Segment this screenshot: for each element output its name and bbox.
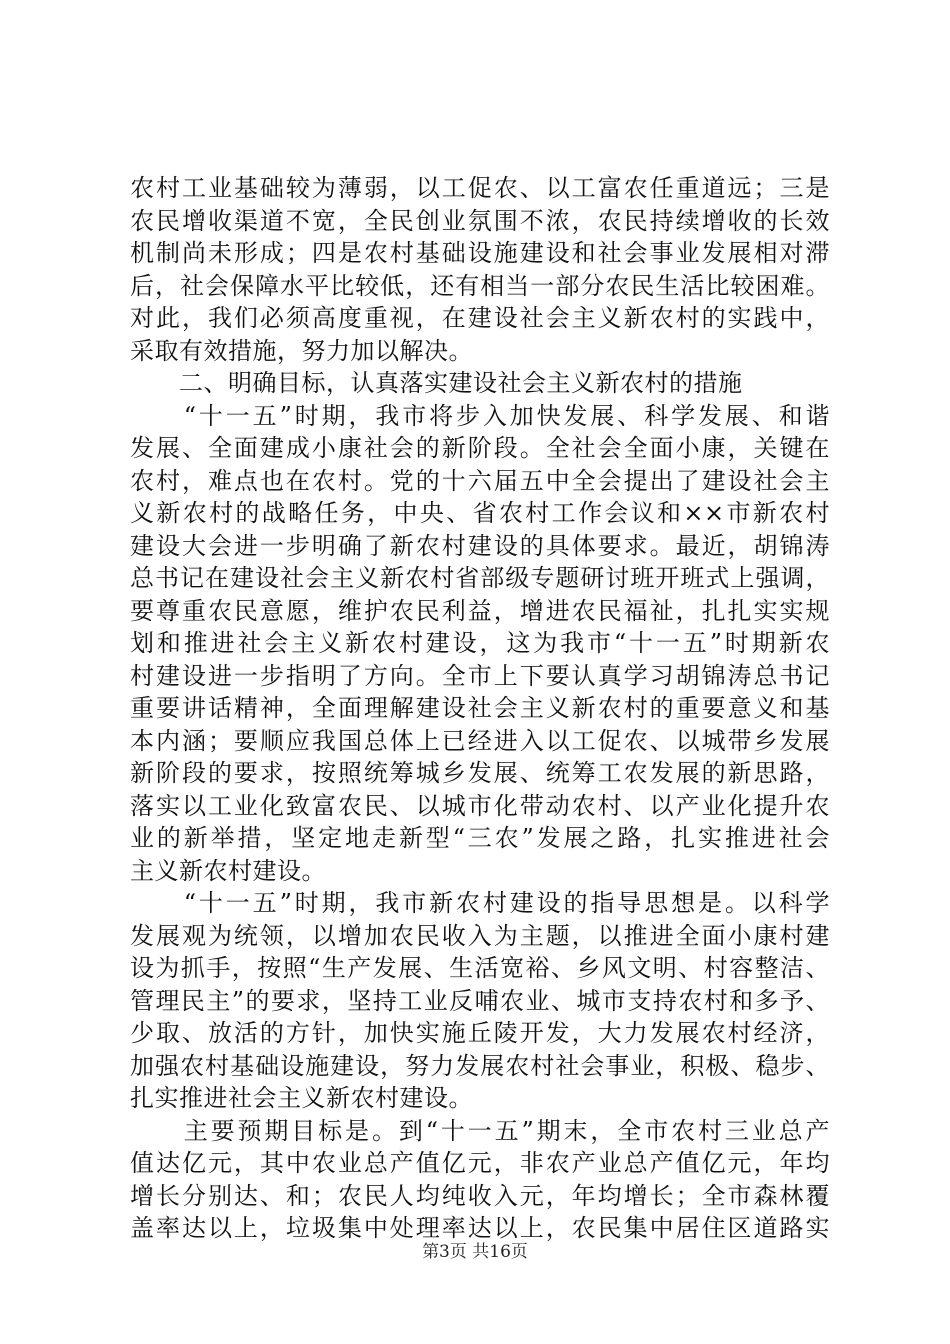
text-line: 村建设进一步指明了方向。全市上下要认真学习胡锦涛总书记 bbox=[130, 661, 830, 690]
text-line: 盖率达以上，垃圾集中处理率达以上，农民集中居住区道路实 bbox=[130, 1214, 830, 1242]
text-line: 少取、放活的方针，加快实施丘陵开发，大力发展农村经济， bbox=[130, 1019, 830, 1047]
text-line: 业的新举措，坚定地走新型“三农”发展之路，扎实推进社会 bbox=[130, 824, 830, 852]
text-line: “十一五”时期，我市新农村建设的指导思想是。以科学 bbox=[130, 889, 830, 917]
text-line: 后，社会保障水平比较低，还有相当一部分农民生活比较困难。 bbox=[130, 271, 830, 300]
text-line: 管理民主”的要求，坚持工业反哺农业、城市支持农村和多予、 bbox=[130, 986, 830, 1015]
text-line: 发展观为统领，以增加农民收入为主题，以推进全面小康村建 bbox=[130, 921, 830, 950]
page-number: 第3页 共16页 bbox=[422, 1242, 528, 1262]
text-line: 对此，我们必须高度重视，在建设社会主义新农村的实践中， bbox=[130, 304, 830, 332]
section-heading: 二、明确目标，认真落实建设社会主义新农村的措施 bbox=[130, 369, 743, 397]
text-line: 主要预期目标是。到“十一五”期末，全市农村三业总产 bbox=[130, 1116, 830, 1145]
text-line: 农村，难点也在农村。党的十六届五中全会提出了建设社会主 bbox=[130, 466, 830, 495]
text-line: 发展、全面建成小康社会的新阶段。全社会全面小康，关键在 bbox=[130, 434, 830, 462]
text-line: 机制尚未形成；四是农村基础设施建设和社会事业发展相对滞 bbox=[130, 239, 830, 267]
text-line: 总书记在建设社会主义新农村省部级专题研讨班开班式上强调， bbox=[130, 564, 830, 592]
text-line: 值达亿元，其中农业总产值亿元，非农产业总产值亿元，年均 bbox=[130, 1149, 830, 1177]
text-line: 落实以工业化致富农民、以城市化带动农村、以产业化提升农 bbox=[130, 791, 830, 820]
text-line: “十一五”时期，我市将步入加快发展、科学发展、和谐 bbox=[130, 401, 830, 430]
text-line: 义新农村的战略任务，中央、省农村工作会议和××市新农村 bbox=[130, 499, 830, 527]
text-line: 增长分别达、和；农民人均纯收入元，年均增长；全市森林覆 bbox=[130, 1181, 830, 1210]
text-line: 要尊重农民意愿，维护农民利益，增进农民福祉，扎扎实实规 bbox=[130, 596, 830, 625]
text-line: 本内涵；要顺应我国总体上已经进入以工促农、以城带乡发展 bbox=[130, 726, 830, 755]
text-line: 扎实推进社会主义新农村建设。 bbox=[130, 1084, 473, 1112]
text-line: 设为抓手，按照“生产发展、生活宽裕、乡风文明、村容整洁、 bbox=[130, 954, 830, 982]
text-line: 加强农村基础设施建设，努力发展农村社会事业，积极、稳步、 bbox=[130, 1051, 830, 1080]
text-line: 重要讲话精神，全面理解建设社会主义新农村的重要意义和基 bbox=[130, 694, 830, 722]
text-line: 划和推进社会主义新农村建设，这为我市“十一五”时期新农 bbox=[130, 629, 830, 657]
text-line: 新阶段的要求，按照统筹城乡发展、统筹工农发展的新思路， bbox=[130, 759, 830, 787]
text-line: 建设大会进一步明确了新农村建设的具体要求。最近，胡锦涛 bbox=[130, 531, 830, 560]
document-body bbox=[130, 172, 830, 1245]
text-line: 农村工业基础较为薄弱，以工促农、以工富农任重道远；三是 bbox=[130, 174, 830, 202]
text-line: 主义新农村建设。 bbox=[130, 856, 326, 885]
text-line: 农民增收渠道不宽，全民创业氛围不浓，农民持续增收的长效 bbox=[130, 206, 830, 235]
text-line: 采取有效措施，努力加以解决。 bbox=[130, 336, 473, 365]
